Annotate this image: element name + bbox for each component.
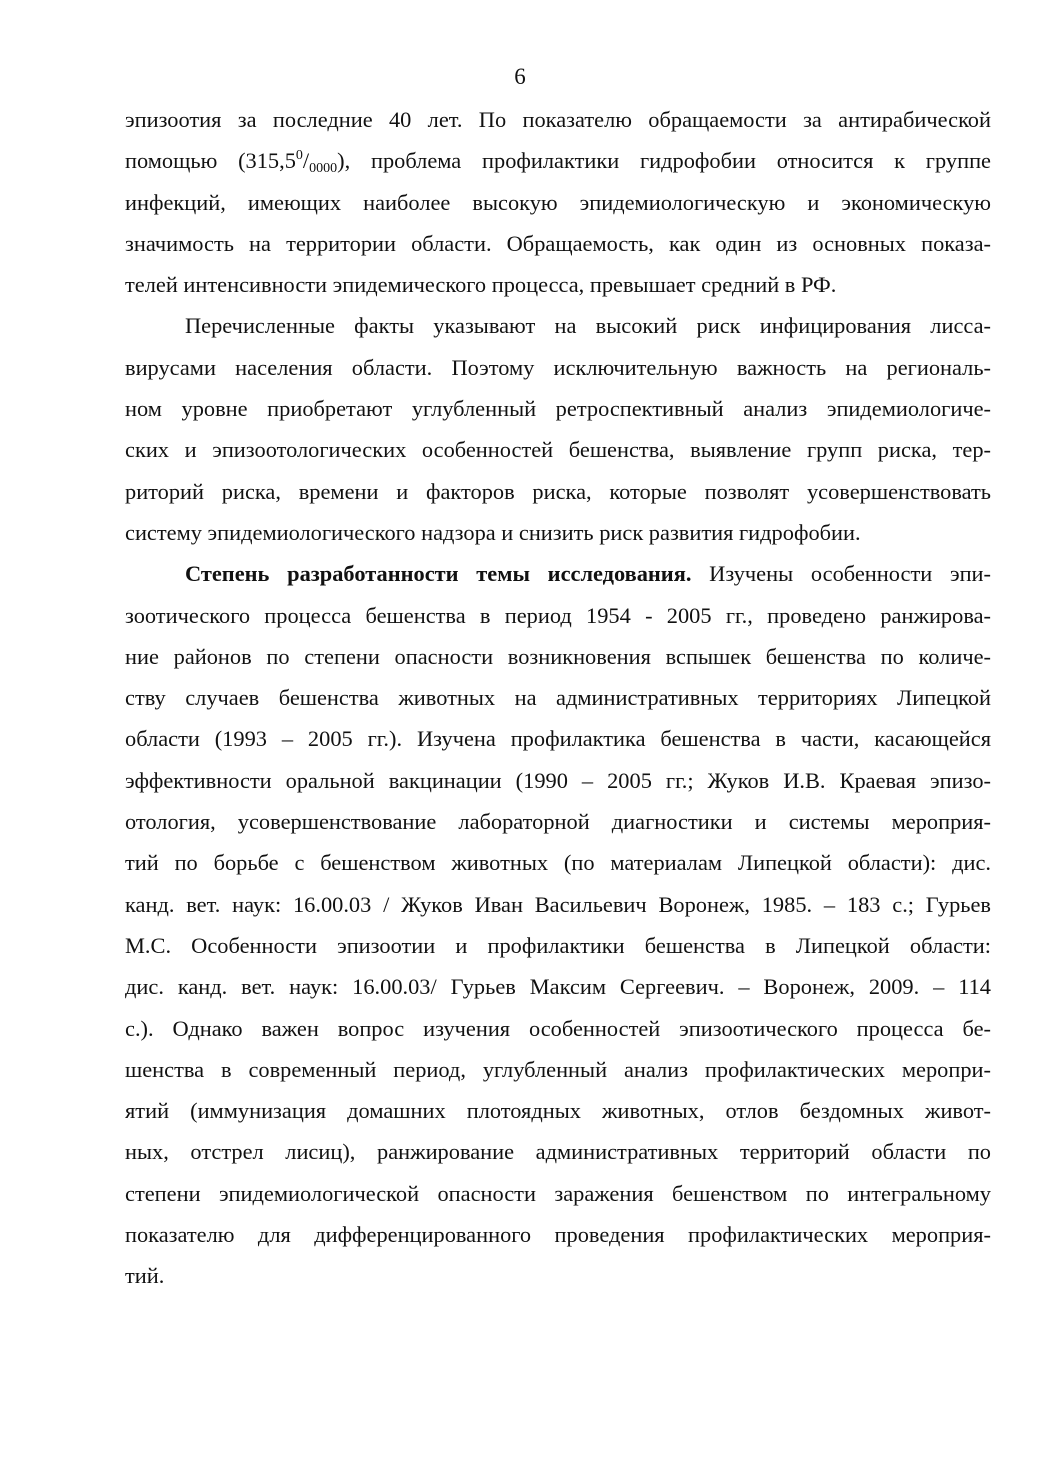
text-line: тий. xyxy=(125,1263,165,1289)
text-segment: ), проблема профилактики гидрофобии относится к группе xyxy=(337,148,991,174)
text-line: зоотического процесса бешенства в период 1954 - 2005 гг., проведено ранжирова- xyxy=(125,602,991,628)
text-line: канд. вет. наук: 16.00.03 / Жуков Иван Васильевич Воронеж, 1985. – 183 с.; Гурьев xyxy=(125,891,991,917)
text-line: Перечисленные факты указывают на высокий риск инфицирования лисса- xyxy=(185,313,991,339)
text-line: телей интенсивности эпидемического процесса, превышает средний в РФ. xyxy=(125,272,837,298)
page-number: 6 xyxy=(514,64,526,89)
text-line: ских и эпизоотологических особенностей бешенства, выявление групп риска, тер- xyxy=(125,437,991,463)
text-line: инфекций, имеющих наиболее высокую эпидемиологическую и экономическую xyxy=(125,189,991,215)
text-line xyxy=(125,140,991,181)
text-line: ятий (иммунизация домашних плотоядных животных, отлов бездомных живот- xyxy=(125,1098,991,1124)
text-line: эпизоотия за последние 40 лет. По показателю обращаемости за антирабической xyxy=(125,107,991,132)
text-line: отология, усовершенствование лабораторной диагностики и системы мероприя- xyxy=(125,809,991,835)
text-line: риторий риска, времени и факторов риска, которые позволят усовершенствовать xyxy=(125,478,991,504)
text-line: с.). Однако важен вопрос изучения особенностей эпизоотического процесса бе- xyxy=(125,1015,991,1041)
superscript: 0 xyxy=(295,148,303,164)
text-line: ных, отстрел лисиц), ранжирование административных территорий области по xyxy=(125,1139,991,1165)
text-line xyxy=(125,553,991,594)
text-line: степени эпидемиологической опасности заражения бешенством по интегральному xyxy=(125,1180,991,1206)
text-segment: помощью (315,5 xyxy=(125,148,296,174)
text-line: ние районов по степени опасности возникновения вспышек бешенства по количе- xyxy=(125,643,991,669)
text-line: М.С. Особенности эпизоотии и профилактики бешенства в Липецкой области: xyxy=(125,932,991,958)
text-line: эффективности оральной вакцинации (1990 – 2005 гг.; Жуков И.В. Краевая эпизо- xyxy=(125,767,991,793)
paragraph-hydrophobia-significance xyxy=(125,99,991,305)
text-line: ном уровне приобретают углубленный ретроспективный анализ эпидемиологиче- xyxy=(125,396,991,422)
text-segment: Изучены особенности эпи- xyxy=(691,561,992,587)
text-line: вирусами населения области. Поэтому исключительную важность на региональ- xyxy=(125,354,991,380)
paragraph-degree-of-development xyxy=(125,553,991,1296)
text-line: показателю для дифференцированного проведения профилактических мероприя- xyxy=(125,1222,991,1248)
text-line: ству случаев бешенства животных на административных территориях Липецкой xyxy=(125,685,991,711)
section-heading: Степень разработанности темы исследования. xyxy=(185,561,692,587)
subscript: 0000 xyxy=(309,161,338,177)
text-segment: / xyxy=(302,148,310,174)
paragraph-risk-factors xyxy=(125,305,991,553)
text-line: тий по борьбе с бешенством животных (по материалам Липецкой области): дис. xyxy=(125,850,991,876)
text-line: систему эпидемиологического надзора и снизить риск развития гидрофобии. xyxy=(125,519,861,545)
text-line: дис. канд. вет. наук: 16.00.03/ Гурьев Максим Сергеевич. – Воронеж, 2009. – 114 xyxy=(125,974,991,1000)
text-line: шенства в современный период, углубленный анализ профилактических меропри- xyxy=(125,1056,991,1082)
text-line: значимость на территории области. Обращаемость, как один из основных показа- xyxy=(125,230,991,256)
text-line: области (1993 – 2005 гг.). Изучена профилактика бешенства в части, касающейся xyxy=(125,726,991,752)
body-text xyxy=(125,99,991,1297)
